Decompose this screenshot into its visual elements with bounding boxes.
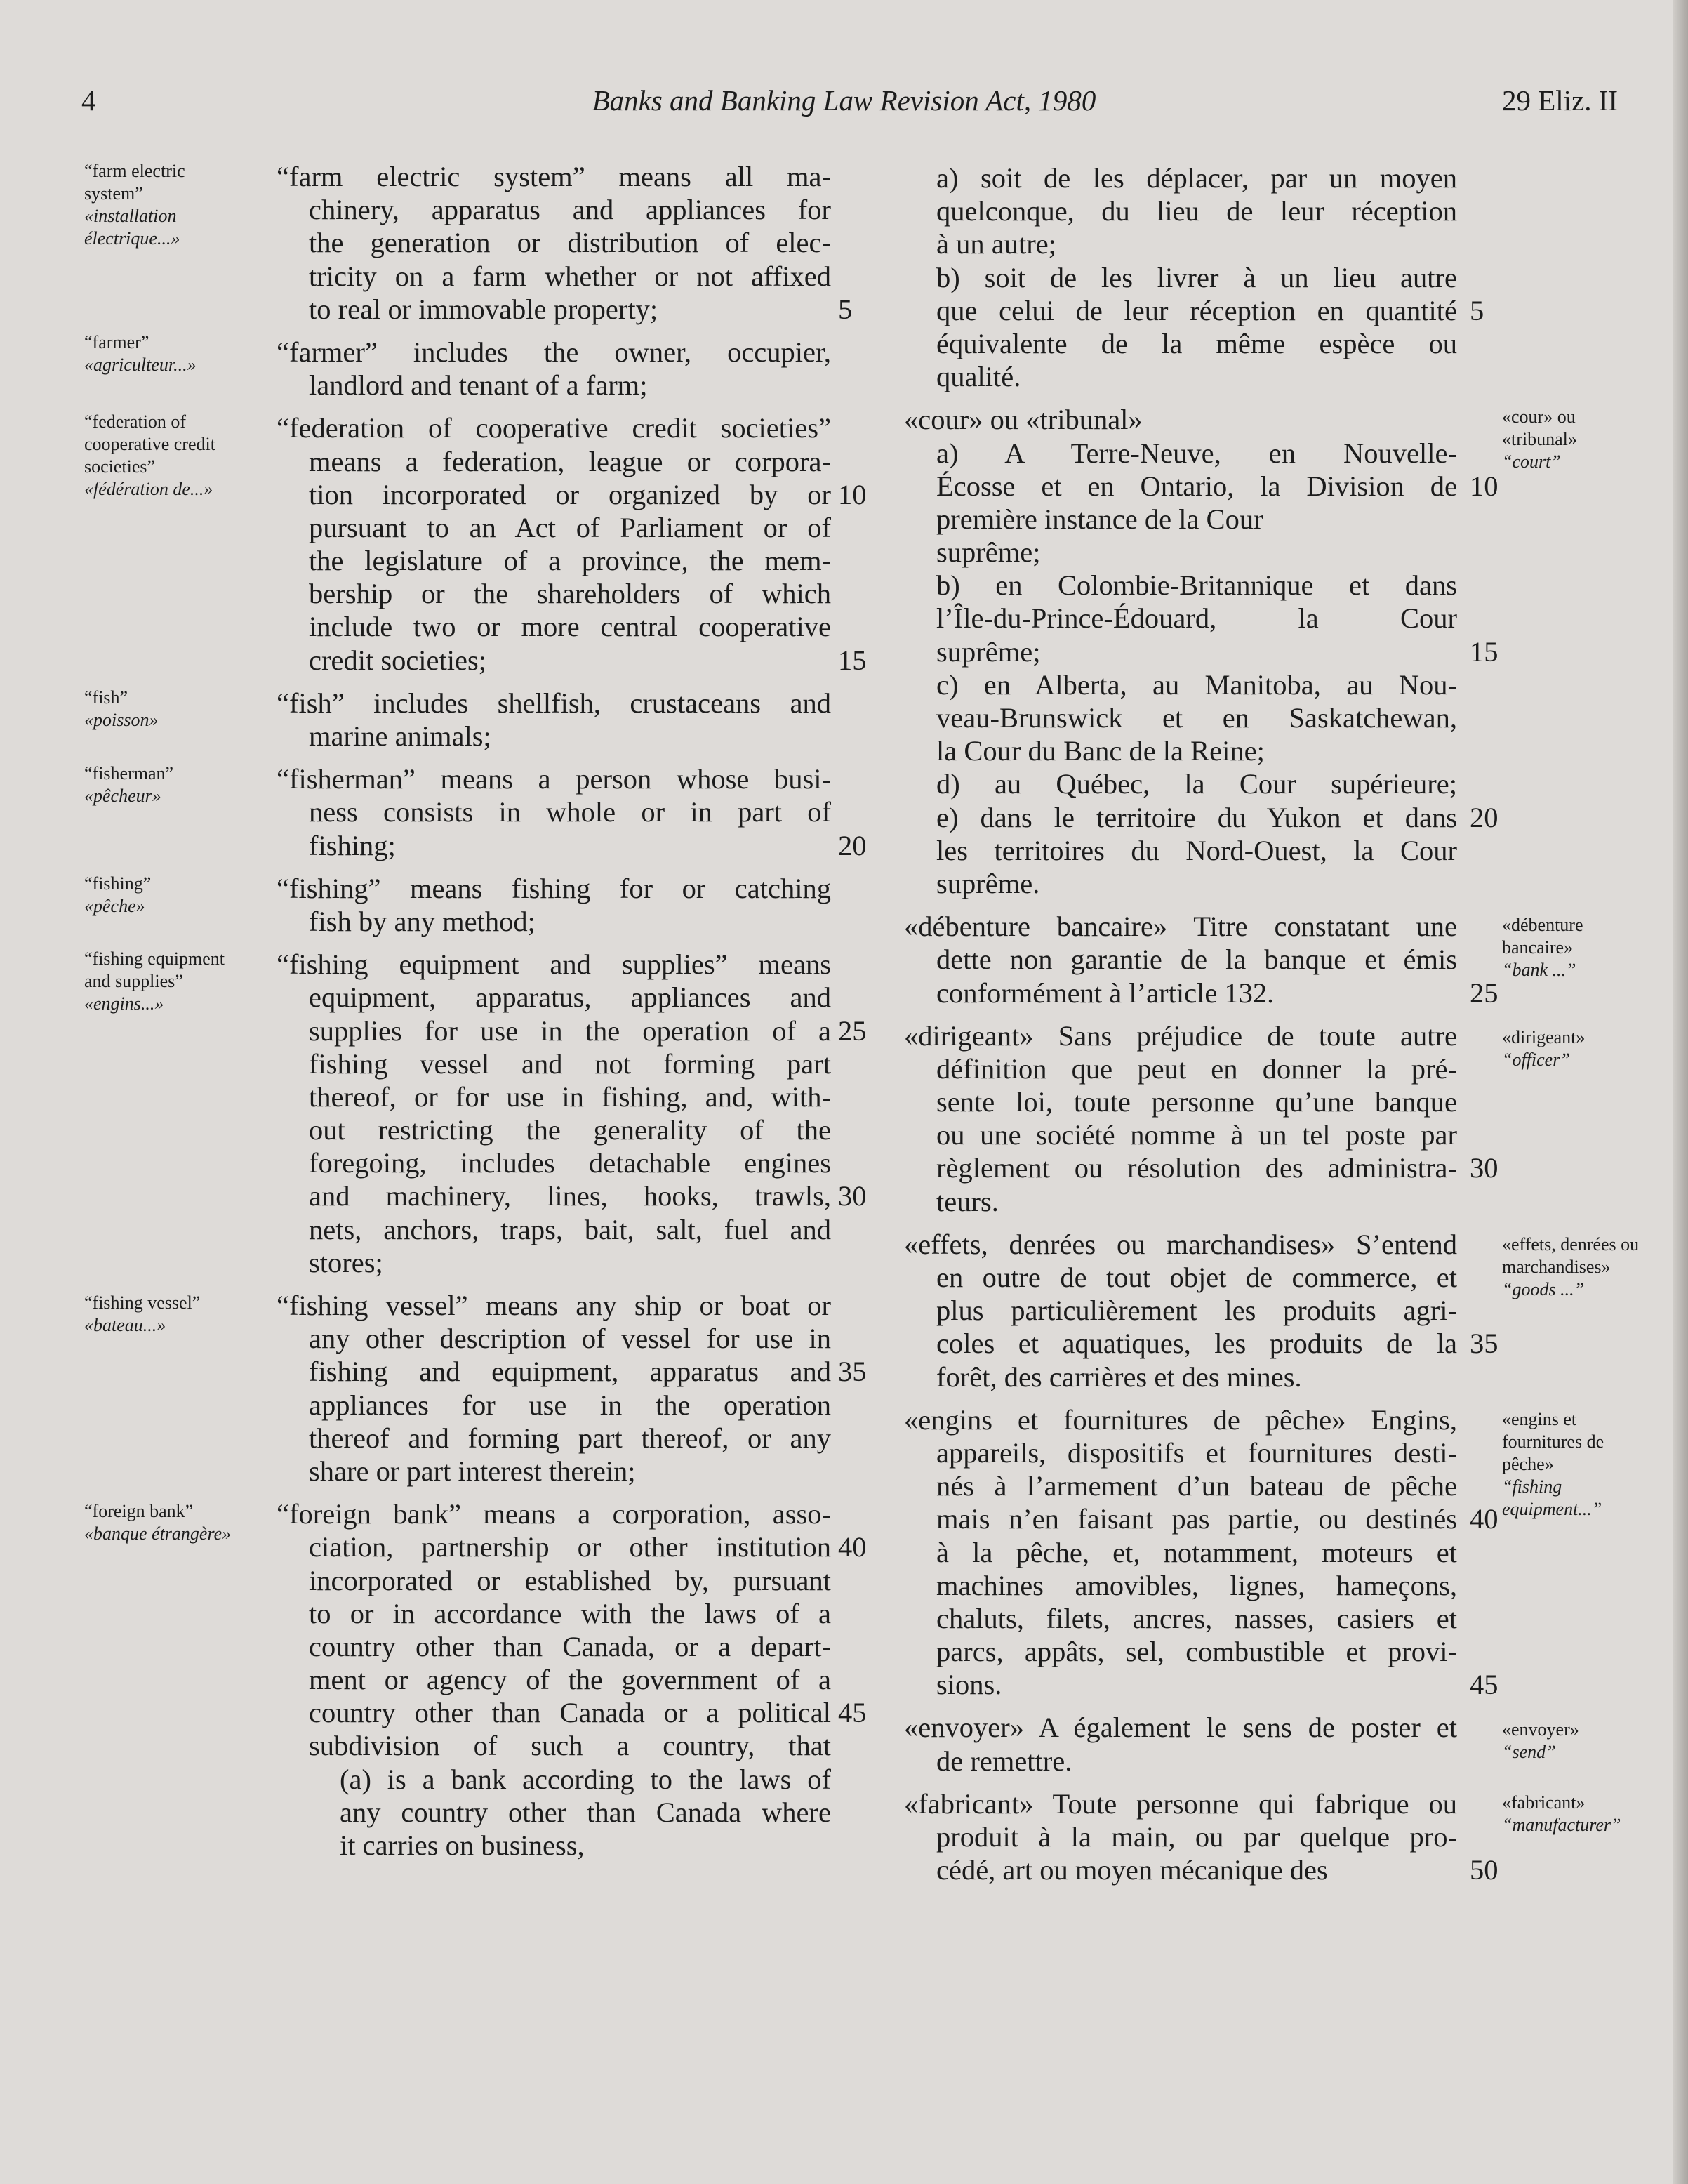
line-text: to real or immovable property; <box>309 293 658 325</box>
english-text-column <box>277 160 873 1872</box>
margin-note <box>84 762 246 807</box>
text-line <box>277 1389 873 1422</box>
line-text: à un autre; <box>936 228 1056 260</box>
text-line <box>277 1564 873 1597</box>
line-text: les territoires du Nord-Ouest, la Cour <box>936 834 1457 866</box>
line-text: the generation or distribution of elec- <box>309 227 831 259</box>
margin-note-translation: «poisson» <box>84 710 159 730</box>
line-text: tricity on a farm whether or not affixed <box>309 260 831 292</box>
line-text: parcs, appâts, sel, combustible et provi- <box>936 1636 1457 1668</box>
text-line <box>904 734 1508 767</box>
line-text: the legislature of a province, the mem- <box>309 545 831 577</box>
line-text: bership or the shareholders of which <box>309 578 831 610</box>
margin-note-term: “fishing vessel” <box>84 1292 201 1313</box>
line-text: définition que peut en donner la pré- <box>936 1052 1457 1085</box>
line-text: forêt, des carrières et des mines. <box>936 1361 1302 1393</box>
text-line <box>277 445 873 478</box>
line-text: pursuant to an Act of Parliament or of <box>309 511 831 543</box>
text-line <box>277 1497 873 1530</box>
text-line <box>904 602 1508 635</box>
definition-block <box>904 1228 1508 1394</box>
margin-note <box>1502 1026 1642 1071</box>
line-text: mais n’en faisant pas partie, ou destinés <box>936 1503 1457 1535</box>
line-text: c) en Alberta, au Manitoba, au Nou- <box>936 668 1457 701</box>
line-text: appareils, dispositifs et fournitures desti- <box>936 1436 1457 1469</box>
line-text: machines amovibles, lignes, hameçons, <box>936 1569 1457 1601</box>
line-text: “fishing vessel” means any ship or boat or <box>277 1290 831 1321</box>
line-text: cédé, art ou moyen mécanique des <box>936 1854 1328 1886</box>
text-line <box>904 261 1508 294</box>
text-line <box>904 977 1508 1010</box>
line-text: coles et aquatiques, les produits de la <box>936 1328 1457 1360</box>
line-text: to or in accordance with the laws of a <box>309 1597 831 1629</box>
text-line <box>277 1530 873 1563</box>
margin-note-term: «envoyer» <box>1502 1719 1579 1740</box>
margin-note-term: «engins et fournitures de pêche» <box>1502 1409 1604 1474</box>
text-line <box>904 1361 1508 1394</box>
text-line <box>904 1436 1508 1469</box>
text-line <box>277 1146 873 1179</box>
definition-block <box>904 1019 1508 1218</box>
text-line <box>277 293 873 326</box>
line-text: landlord and tenant of a farm; <box>309 369 648 402</box>
margin-note-translation: “court” <box>1502 451 1561 472</box>
margin-note-term: «dirigeant» <box>1502 1027 1586 1047</box>
line-text: suprême. <box>936 867 1040 899</box>
line-text: «dirigeant» Sans préjudice de toute autre <box>904 1019 1457 1052</box>
margin-note <box>84 948 246 1015</box>
definition-block <box>277 1497 873 1862</box>
text-line <box>277 1080 873 1113</box>
line-number: 20 <box>838 829 867 861</box>
line-text: out restricting the generality of the <box>309 1114 831 1146</box>
margin-note <box>1502 406 1642 473</box>
line-text: incorporated or established by, pursuant <box>309 1564 831 1596</box>
text-line <box>904 668 1508 701</box>
text-line <box>277 1696 873 1729</box>
line-number: 40 <box>1470 1503 1498 1535</box>
line-text: “foreign bank” means a corporation, asso- <box>277 1498 831 1530</box>
line-text: fishing and equipment, apparatus and <box>309 1356 831 1388</box>
line-text: e) dans le territoire du Yukon et dans <box>936 801 1457 833</box>
definition-block <box>277 762 873 862</box>
line-text: produit à la main, ou par quelque pro- <box>936 1821 1457 1853</box>
line-text: b) en Colombie-Britannique et dans <box>936 569 1457 602</box>
margin-note <box>84 1292 246 1337</box>
margin-note <box>84 873 246 918</box>
text-line <box>904 227 1508 260</box>
line-number: 30 <box>838 1180 867 1212</box>
text-line <box>904 834 1508 867</box>
line-text: suprême; <box>936 536 1041 569</box>
margin-note-translation: “manufacturer” <box>1502 1815 1621 1835</box>
text-line <box>904 1118 1508 1151</box>
text-line <box>904 1711 1508 1744</box>
margin-note-term: “fishing” <box>84 873 152 894</box>
text-line <box>904 635 1508 668</box>
margin-note-term: “farm electric system” <box>84 161 185 204</box>
text-line <box>904 1294 1508 1327</box>
margin-note <box>1502 1719 1642 1763</box>
line-text: credit societies; <box>309 644 487 676</box>
margin-note-translation: «banque étrangère» <box>84 1523 232 1544</box>
line-text: à la pêche, et, notamment, moteurs et <box>936 1536 1457 1568</box>
page-number: 4 <box>81 84 96 117</box>
text-line <box>277 687 873 720</box>
line-text: règlement ou résolution des administra- <box>936 1152 1457 1184</box>
page-edge-shadow <box>1673 0 1688 2184</box>
text-line <box>904 161 1508 194</box>
text-line <box>277 1355 873 1388</box>
text-line <box>277 160 873 193</box>
text-line <box>904 1052 1508 1085</box>
text-line <box>904 1569 1508 1602</box>
line-text: supplies for use in the operation of a <box>309 1014 831 1047</box>
definition-block <box>277 687 873 753</box>
line-number: 35 <box>1470 1328 1498 1360</box>
text-line <box>277 981 873 1014</box>
definition-block <box>904 910 1508 1010</box>
text-line <box>904 360 1508 393</box>
text-line <box>904 1536 1508 1569</box>
definition-block <box>277 872 873 938</box>
french-text-column <box>904 161 1508 1896</box>
margin-note-term: «fabricant» <box>1502 1792 1586 1813</box>
margin-note-translation: «installation électrique...» <box>84 206 180 249</box>
text-line <box>277 762 873 795</box>
line-number: 45 <box>838 1697 867 1729</box>
line-number: 40 <box>838 1531 867 1563</box>
text-line <box>277 1663 873 1696</box>
line-text: plus particulièrement les produits agri- <box>936 1295 1457 1327</box>
text-line <box>277 577 873 610</box>
line-text: «effets, denrées ou marchandises» S’entend <box>904 1228 1457 1260</box>
line-text: a) soit de les déplacer, par un moyen <box>936 162 1457 194</box>
margin-note-translation: “fishing equipment...” <box>1502 1476 1602 1519</box>
text-line <box>277 1796 873 1829</box>
text-line <box>277 905 873 938</box>
line-text: and machinery, lines, hooks, trawls, <box>309 1180 831 1212</box>
margin-note-translation: «pêche» <box>84 896 145 916</box>
text-line <box>277 720 873 753</box>
margin-note-translation: “goods ...” <box>1502 1279 1585 1299</box>
text-line <box>277 1289 873 1322</box>
line-text: “fisherman” means a person whose busi- <box>277 763 831 795</box>
line-text: sions. <box>936 1669 1002 1701</box>
line-text: fish by any method; <box>309 905 536 937</box>
line-text: qualité. <box>936 361 1021 393</box>
text-line <box>277 1597 873 1630</box>
text-line <box>904 910 1508 943</box>
line-text: que celui de leur réception en quantité <box>936 294 1457 326</box>
line-text: quelconque, du lieu de leur réception <box>936 195 1457 227</box>
line-text: Écosse et en Ontario, la Division de <box>936 470 1457 502</box>
line-text: means a federation, league or corpora- <box>309 445 831 477</box>
text-line <box>904 503 1508 536</box>
text-line <box>904 1502 1508 1535</box>
line-text: any other description of vessel for use in <box>309 1323 831 1355</box>
text-line <box>277 511 873 544</box>
line-text: sente loi, toute personne qu’une banque <box>936 1086 1457 1118</box>
definition-block <box>277 411 873 677</box>
margin-note-translation: «fédération de...» <box>84 479 213 499</box>
line-text: teurs. <box>936 1185 999 1217</box>
line-text: thereof, or for use in fishing, and, with- <box>309 1080 831 1113</box>
line-text: “farmer” includes the owner, occupier, <box>277 336 831 368</box>
text-line <box>277 1213 873 1246</box>
text-line <box>904 1327 1508 1360</box>
text-line <box>277 1014 873 1047</box>
text-line <box>277 1246 873 1279</box>
line-text: ment or agency of the government of a <box>309 1664 831 1696</box>
margin-note <box>1502 914 1642 981</box>
line-text: suprême; <box>936 635 1041 668</box>
text-line <box>904 767 1508 800</box>
line-text: foregoing, includes detachable engines <box>309 1147 831 1179</box>
text-line <box>277 1322 873 1355</box>
text-line <box>904 1261 1508 1294</box>
line-text: ciation, partnership or other institution <box>309 1531 831 1563</box>
line-number: 20 <box>1470 801 1498 833</box>
line-text: «envoyer» A également le sens de poster et <box>904 1712 1457 1744</box>
line-text: “federation of cooperative credit societies” <box>277 412 831 444</box>
line-text: (a) is a bank according to the laws of <box>340 1763 831 1795</box>
text-line <box>904 194 1508 227</box>
text-line <box>904 1787 1508 1820</box>
text-line <box>277 544 873 577</box>
line-number: 10 <box>1470 470 1498 502</box>
line-text: équivalente de la même espèce ou <box>936 327 1457 359</box>
line-text: country other than Canada, or a depart- <box>309 1630 831 1662</box>
margin-note-term: “fishing equipment and supplies” <box>84 948 225 991</box>
definition-block <box>904 1711 1508 1777</box>
text-line <box>277 411 873 444</box>
line-number: 45 <box>1470 1669 1498 1701</box>
line-text: dette non garantie de la banque et émis <box>936 944 1457 976</box>
definition-block <box>277 160 873 326</box>
line-text: b) soit de les livrer à un lieu autre <box>936 261 1457 293</box>
line-text: include two or more central cooperative <box>309 611 831 643</box>
line-text: «débenture bancaire» Titre constatant une <box>904 911 1457 943</box>
line-number: 5 <box>1470 294 1484 326</box>
regnal-year: 29 Eliz. II <box>1502 84 1619 117</box>
margin-note-translation: «agriculteur...» <box>84 355 197 375</box>
line-number: 25 <box>1470 977 1498 1009</box>
text-line <box>277 1422 873 1455</box>
margin-note-translation: «pêcheur» <box>84 786 161 806</box>
line-text: nets, anchors, traps, bait, salt, fuel and <box>309 1213 831 1245</box>
line-text: de remettre. <box>936 1745 1072 1777</box>
line-text: appliances for use in the operation <box>309 1389 831 1421</box>
line-text: chaluts, filets, ancres, nasses, casiers et <box>936 1602 1457 1634</box>
text-line <box>904 536 1508 569</box>
text-line <box>904 1469 1508 1502</box>
definition-block <box>277 948 873 1279</box>
text-line <box>904 470 1508 503</box>
margin-note-term: “fish” <box>84 687 128 708</box>
definition-block <box>904 1787 1508 1887</box>
text-line <box>277 1179 873 1212</box>
text-line <box>277 369 873 402</box>
text-line <box>904 1019 1508 1052</box>
text-line <box>904 1151 1508 1184</box>
line-text: subdivision of such a country, that <box>309 1730 831 1762</box>
text-line <box>277 260 873 293</box>
margin-note-translation: «bateau...» <box>84 1315 166 1335</box>
text-line <box>277 1829 873 1862</box>
margin-note <box>1502 1792 1642 1836</box>
line-text: «engins et fournitures de pêche» Engins, <box>904 1403 1457 1436</box>
definition-block <box>904 1403 1508 1702</box>
margin-note-translation: «engins...» <box>84 993 164 1014</box>
line-number: 10 <box>838 478 867 510</box>
definition-block <box>277 1289 873 1488</box>
text-line <box>904 1668 1508 1701</box>
text-line <box>904 1403 1508 1436</box>
text-line <box>904 1228 1508 1261</box>
line-text: “fishing” means fishing for or catching <box>277 872 831 904</box>
margin-note <box>1502 1233 1642 1301</box>
margin-note-term: “fisherman” <box>84 763 174 783</box>
line-number: 35 <box>838 1356 867 1388</box>
text-line <box>277 948 873 981</box>
line-text: nés à l’armement d’un bateau de pêche <box>936 1470 1457 1502</box>
line-text: tion incorporated or organized by or <box>309 478 831 510</box>
line-number: 30 <box>1470 1152 1498 1184</box>
text-line <box>277 1047 873 1080</box>
text-line <box>277 193 873 226</box>
margin-note-term: «débenture bancaire» <box>1502 915 1583 958</box>
definition-block <box>904 403 1508 900</box>
line-text: “fish” includes shellfish, crustaceans and <box>277 687 831 719</box>
line-text: it carries on business, <box>340 1829 585 1861</box>
text-line <box>904 327 1508 360</box>
line-text: marine animals; <box>309 720 491 752</box>
definition-block <box>277 336 873 402</box>
line-text: chinery, apparatus and appliances for <box>309 194 831 226</box>
text-line <box>277 829 873 862</box>
margin-note-translation: “send” <box>1502 1742 1556 1762</box>
text-line <box>277 610 873 643</box>
margin-note <box>84 331 246 376</box>
line-text: la Cour du Banc de la Reine; <box>936 735 1265 767</box>
line-number: 15 <box>838 644 867 676</box>
margin-note-translation: “officer” <box>1502 1050 1570 1070</box>
margin-note-term: “federation of cooperative credit societies” <box>84 411 215 477</box>
line-text: ou une société nomme à un tel poste par <box>936 1119 1457 1151</box>
line-text: “farm electric system” means all ma- <box>277 161 831 192</box>
margin-note <box>1502 1408 1642 1521</box>
margin-note <box>84 411 246 501</box>
text-line <box>904 1745 1508 1778</box>
line-text: country other than Canada or a political <box>309 1697 831 1729</box>
text-line <box>904 943 1508 976</box>
line-text: d) au Québec, la Cour supérieure; <box>936 768 1457 800</box>
text-line <box>277 1113 873 1146</box>
text-line <box>904 437 1508 470</box>
line-text: stores; <box>309 1246 383 1278</box>
text-line <box>277 336 873 369</box>
line-number: 5 <box>838 293 853 325</box>
text-line <box>277 1763 873 1796</box>
line-text: thereof and forming part thereof, or any <box>309 1422 831 1454</box>
line-text: l’Île-du-Prince-Édouard, la Cour <box>936 602 1457 635</box>
text-line <box>904 1635 1508 1668</box>
line-number: 50 <box>1470 1854 1498 1886</box>
line-text: conformément à l’article 132. <box>936 977 1275 1009</box>
line-number: 15 <box>1470 635 1498 668</box>
line-text: share or part interest therein; <box>309 1455 636 1487</box>
line-text: première instance de la Cour <box>936 503 1263 535</box>
text-line <box>277 872 873 905</box>
line-text: «cour» ou «tribunal» <box>904 404 1143 436</box>
margin-note <box>84 1500 246 1545</box>
text-line <box>904 403 1508 436</box>
line-text: any country other than Canada where <box>340 1796 831 1828</box>
line-text: veau-Brunswick et en Saskatchewan, <box>936 702 1457 734</box>
margin-note <box>84 687 246 732</box>
text-line <box>277 644 873 677</box>
text-line <box>904 1853 1508 1886</box>
text-line <box>904 801 1508 834</box>
line-text: en outre de tout objet de commerce, et <box>936 1262 1457 1293</box>
margin-note-translation: “bank ...” <box>1502 960 1576 980</box>
text-line <box>277 1729 873 1762</box>
line-text: “fishing equipment and supplies” means <box>277 948 831 981</box>
margin-note-term: “foreign bank” <box>84 1501 194 1521</box>
text-line <box>277 1630 873 1663</box>
margin-note-term: «cour» ou «tribunal» <box>1502 406 1577 449</box>
text-line <box>904 1085 1508 1118</box>
text-line <box>904 701 1508 734</box>
line-text: a) A Terre-Neuve, en Nouvelle- <box>936 437 1457 469</box>
margin-note <box>84 160 246 250</box>
text-line <box>904 867 1508 900</box>
line-text: fishing; <box>309 829 396 861</box>
text-line <box>277 1455 873 1488</box>
page-title: Banks and Banking Law Revision Act, 1980 <box>592 84 1096 117</box>
text-line <box>277 478 873 511</box>
text-line <box>277 795 873 828</box>
line-text: «fabricant» Toute personne qui fabrique ou <box>904 1787 1457 1820</box>
text-line <box>904 294 1508 327</box>
text-line <box>904 1185 1508 1218</box>
margin-note-term: «effets, denrées ou marchandises» <box>1502 1234 1640 1277</box>
text-line <box>277 226 873 259</box>
text-line <box>904 1820 1508 1853</box>
line-text: equipment, apparatus, appliances and <box>309 981 831 1014</box>
line-text: fishing vessel and not forming part <box>309 1047 831 1080</box>
margin-note-term: “farmer” <box>84 332 149 352</box>
definition-block <box>904 161 1508 393</box>
line-text: ness consists in whole or in part of <box>309 796 831 828</box>
text-line <box>904 1602 1508 1635</box>
text-line <box>904 569 1508 602</box>
line-number: 25 <box>838 1014 867 1047</box>
